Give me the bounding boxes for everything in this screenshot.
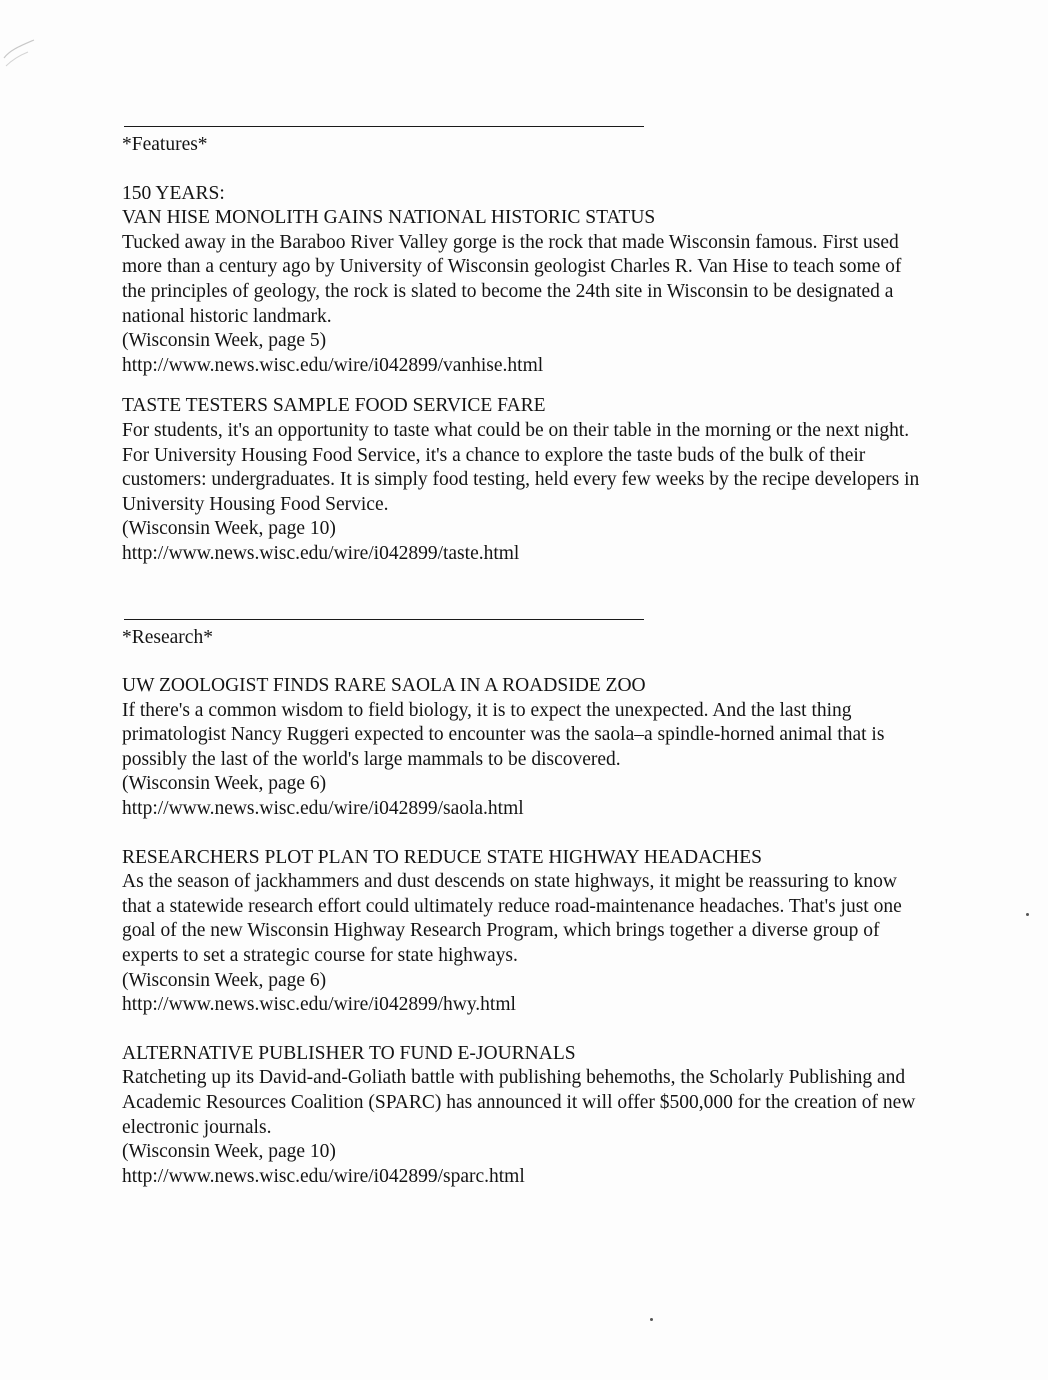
- article-source: (Wisconsin Week, page 10): [122, 518, 336, 540]
- article-body: For students, it's an opportunity to taste what could be on their table in the morning or the next night. For University Housing Food Service, it's a chance to explore the taste buds of the bulk of their customers: undergraduates. It is simply food testing, held every few weeks by the recipe developers in University Housing Food Service.: [122, 419, 920, 515]
- article-body: As the season of jackhammers and dust descends on state highways, it might be reassuring to know that a statewide research effort could ultimately reduce road-maintenance headaches. That's just one goal of the new Wisconsin Highway Research Program, which brings together a diverse group of experts to set a strategic course for state highways.: [122, 871, 902, 967]
- article-taste: [122, 394, 922, 566]
- article-source: (Wisconsin Week, page 5): [122, 330, 327, 352]
- article-kicker: 150 YEARS:: [122, 182, 225, 204]
- article-body: If there's a common wisdom to field biology, it is to expect the unexpected. And the last thing primatologist Nancy Ruggeri expected to encounter was the saola–a spindle-horned animal that is possibly the last of the world's large mammals to be discovered.: [122, 699, 885, 770]
- section-rule: [124, 619, 644, 620]
- scan-corner-mark: [0, 20, 40, 70]
- scan-speck: [1026, 913, 1029, 916]
- article-headline: TASTE TESTERS SAMPLE FOOD SERVICE FARE: [122, 395, 546, 417]
- article-headline: RESEARCHERS PLOT PLAN TO REDUCE STATE HIGHWAY HEADACHES: [122, 846, 763, 868]
- article-headline: VAN HISE MONOLITH GAINS NATIONAL HISTORIC STATUS: [122, 207, 656, 229]
- article-body: Tucked away in the Baraboo River Valley gorge is the rock that made Wisconsin famous. First used more than a century ago by University of Wisconsin geologist Charles R. Van Hise to teach some of the principles of geology, the rock is slated to become the 24th site in Wisconsin to be designated a national historic landmark.: [122, 231, 902, 327]
- article-url: http://www.news.wisc.edu/wire/i042899/taste.html: [122, 542, 520, 564]
- article-url: http://www.news.wisc.edu/wire/i042899/sparc.html: [122, 1165, 525, 1187]
- article-highway: [122, 846, 922, 1018]
- article-headline: UW ZOOLOGIST FINDS RARE SAOLA IN A ROADSIDE ZOO: [122, 675, 646, 697]
- section-label-research: *Research*: [122, 626, 213, 648]
- article-body: Ratcheting up its David-and-Goliath battle with publishing behemoths, the Scholarly Publishing and Academic Resources Coalition (SPARC) has announced it will offer $500,000 for the creation of new electronic journals.: [122, 1067, 916, 1138]
- article-source: (Wisconsin Week, page 6): [122, 773, 327, 795]
- article-url: http://www.news.wisc.edu/wire/i042899/vanhise.html: [122, 354, 544, 376]
- article-sparc: [122, 1042, 922, 1190]
- section-rule: [124, 126, 644, 127]
- document-content: [122, 126, 922, 1189]
- article-source: (Wisconsin Week, page 10): [122, 1141, 336, 1163]
- article-headline: ALTERNATIVE PUBLISHER TO FUND E-JOURNALS: [122, 1042, 576, 1064]
- article-url: http://www.news.wisc.edu/wire/i042899/hwy.html: [122, 994, 516, 1016]
- article-url: http://www.news.wisc.edu/wire/i042899/saola.html: [122, 798, 524, 820]
- article-saola: [122, 674, 922, 822]
- scan-speck: [650, 1318, 653, 1321]
- article-source: (Wisconsin Week, page 6): [122, 969, 327, 991]
- section-label-features: *Features*: [122, 134, 208, 155]
- article-vanhise: [122, 182, 922, 379]
